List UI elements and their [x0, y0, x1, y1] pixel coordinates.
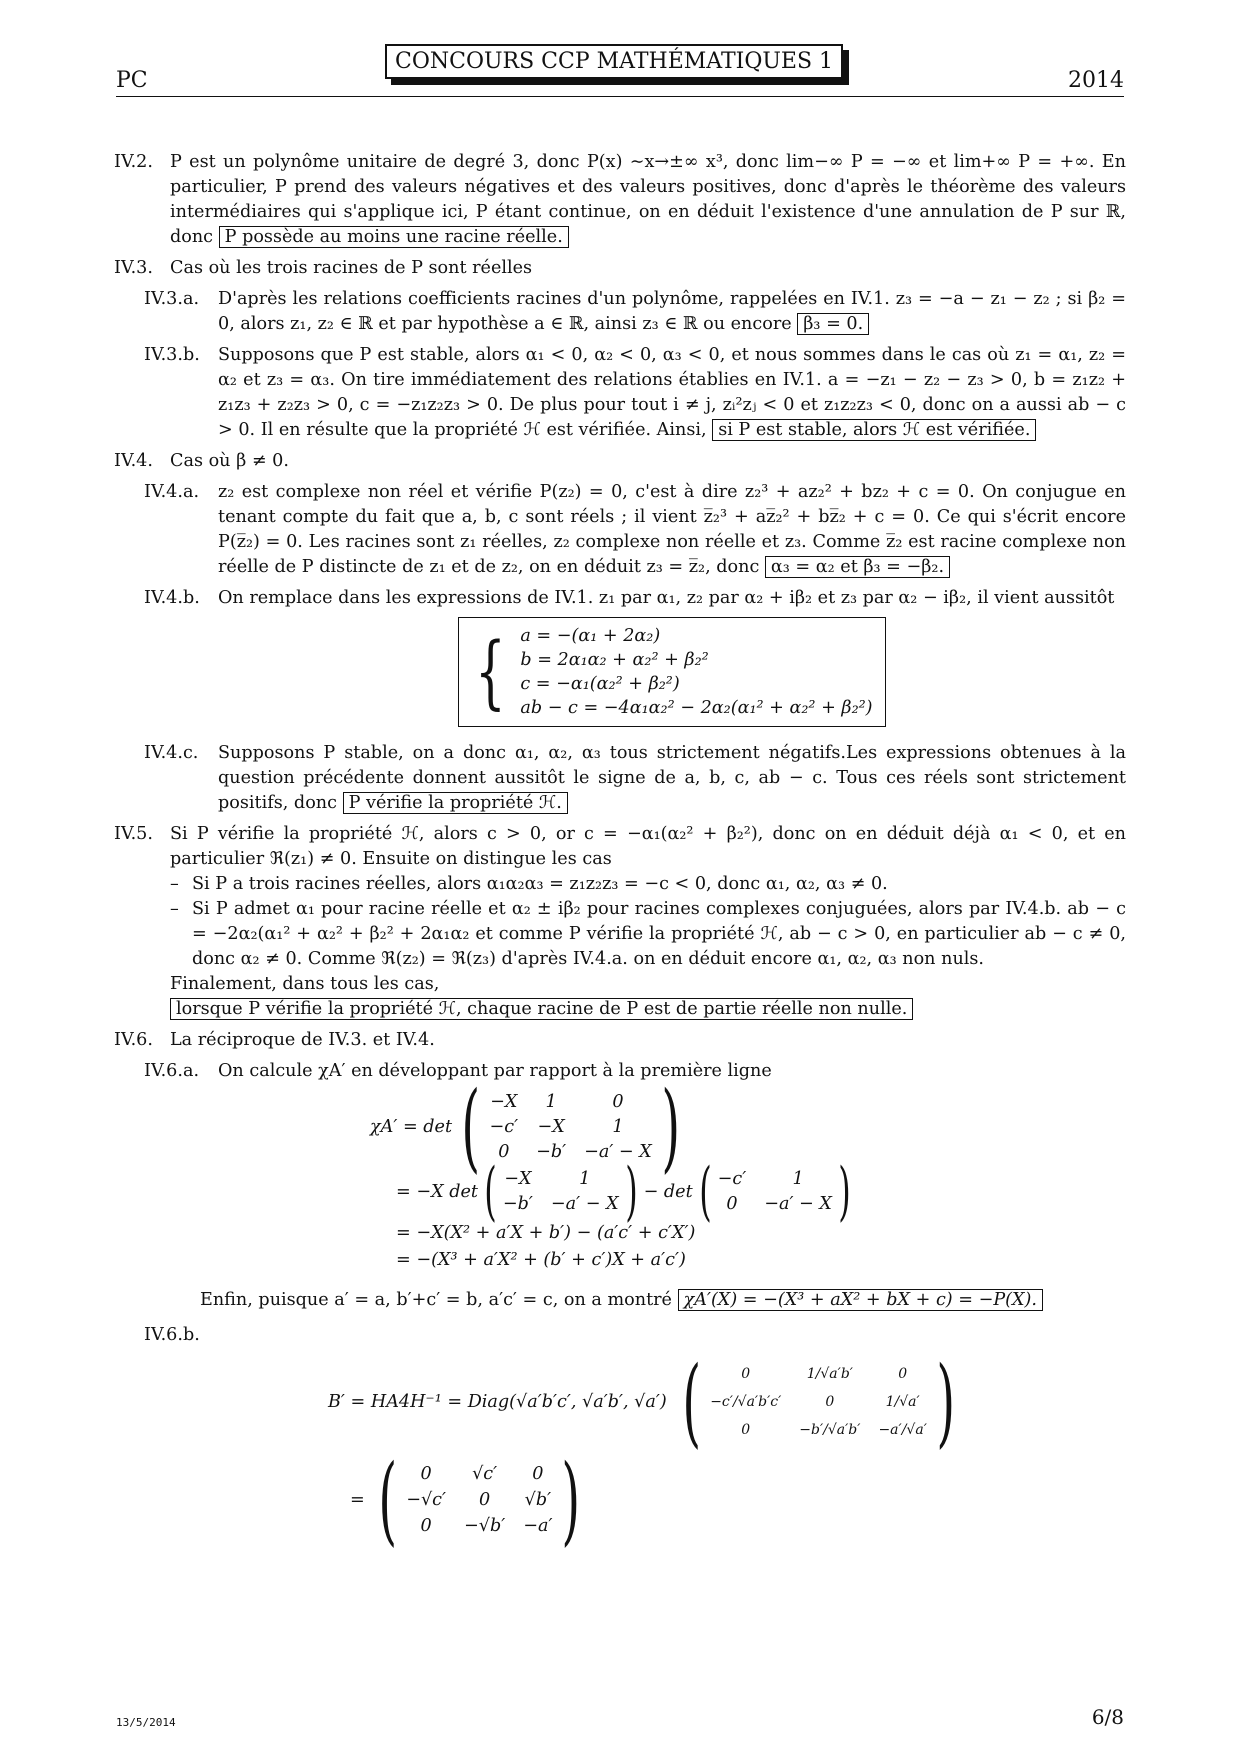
section-label: IV.3. — [114, 258, 153, 278]
matrix-cell: √b′ — [524, 1490, 552, 1510]
list-item: – Si P a trois racines réelles, alors α₁α₂α₃ = z₁z₂z₃ = −c < 0, donc α₁, α₂, α₃ ≠ 0. — [170, 872, 1126, 897]
iv6a-conclusion — [200, 1288, 1126, 1313]
header-title: CONCOURS CCP MATHÉMATIQUES 1 — [385, 44, 843, 79]
matrix-cell: 1 — [792, 1169, 804, 1189]
section-label: IV.6. — [114, 1030, 153, 1050]
section-text: Si P vérifie la propriété ℋ, alors c > 0, or c = −α₁(α₂² + β₂²), donc on en déduit déjà α₁ < 0, et en particulier ℜ(z₁) ≠ 0. Ensuite on distingue les cas — [170, 824, 1126, 869]
boxed-result: lorsque P vérifie la propriété ℋ, chaque racine de P est de partie réelle non nulle. — [170, 998, 913, 1020]
section-label: IV.6.b. — [144, 1325, 200, 1345]
boxed-result: si P est stable, alors ℋ est vérifiée. — [712, 419, 1036, 441]
header-rule — [116, 96, 1124, 97]
matrix-cell: 0 — [898, 1366, 908, 1382]
document-body — [114, 150, 1126, 1556]
closing-text: Finalement, dans tous les cas, — [170, 974, 440, 994]
matrix-cell: 1/√a′b′ — [806, 1366, 853, 1382]
boxed-result: β₃ = 0. — [797, 313, 869, 335]
section-iv4b — [114, 586, 1126, 735]
matrix-cell: −a′ − X — [584, 1141, 652, 1162]
section-iv4 — [114, 449, 1126, 474]
system-line: a = −(α₁ + 2α₂) — [520, 626, 661, 646]
section-text: La réciproque de IV.3. et IV.4. — [170, 1030, 435, 1050]
matrix-cell: −a′ − X — [764, 1194, 832, 1214]
derivation-text: = −X det — [396, 1181, 478, 1202]
section-text: P est un polynôme unitaire de degré 3, donc P(x) ∼x→±∞ x³, donc lim−∞ P = −∞ et lim+∞ P = +∞. En particulier, P prend des valeurs négatives et des valeurs positives, donc d'après le théorème des valeurs intermédiaires qui s'applique ici, P étant continue, on en déduit l'existence d'une annulation de P sur ℝ, donc — [170, 152, 1126, 247]
matrix-3x3: ( 0 1/√a′b′ 0 −c′/√a′b′c′ 0 1/√a′ 0 −b′/√a′b′ −a′/√a′ ) — [682, 1346, 955, 1458]
matrix-cell: 1 — [579, 1169, 591, 1189]
matrix-cell: 0 — [726, 1194, 738, 1214]
matrix-cell: 0 — [420, 1516, 432, 1536]
matrix-cell: 0 — [420, 1464, 432, 1484]
section-label: IV.4. — [114, 451, 153, 471]
matrix-cell: 1 — [545, 1091, 557, 1112]
section-iv2 — [114, 150, 1126, 250]
matrix-cell: 0 — [825, 1394, 835, 1410]
matrix-cell: −X — [537, 1116, 565, 1137]
derivation-lhs: χA′ = det — [370, 1116, 453, 1137]
matrix-cell: 0 — [612, 1091, 624, 1112]
brace-glyph: { — [475, 625, 507, 718]
matrix-cell: −a′ − X — [550, 1194, 619, 1214]
derivation-line: = −X(X² + a′X + b′) − (a′c′ + c′X′) — [396, 1223, 696, 1243]
matrix-3x3: ( −X 1 0 −c′ −X 1 0 −b′ −a′ − X ) — [461, 1071, 680, 1183]
matrix-cell: −X — [504, 1169, 532, 1189]
matrix-cell: √c′ — [472, 1464, 498, 1484]
section-iv5 — [114, 822, 1126, 1022]
section-text: Cas où les trois racines de P sont réelles — [170, 258, 533, 278]
matrix-cell: −b′ — [536, 1141, 567, 1162]
determinant-derivation — [370, 1071, 1126, 1274]
section-iv4a — [114, 480, 1126, 580]
section-label: IV.4.c. — [144, 743, 199, 763]
boxed-result: χA′(X) = −(X³ + aX² + bX + c) = −P(X). — [678, 1289, 1043, 1311]
system-line: ab − c = −4α₁α₂² − 2α₂(α₁² + α₂² + β₂²) — [520, 698, 873, 718]
section-text: D'après les relations coefficients racines d'un polynôme, rappelées en IV.1. z₃ = −a − z₁ − z₂ ; si β₂ = 0, alors z₁, z₂ ∈ ℝ et par hypothèse a ∈ ℝ, ainsi z₃ ∈ ℝ ou encore — [218, 289, 1126, 334]
section-text: Supposons P stable, on a donc α₁, α₂, α₃ tous strictement négatifs.Les expressions obtenues à la question précédente donnent aussitôt le signe de a, b, c, ab − c. Tous ces réels sont strictement positifs, donc — [218, 743, 1126, 813]
section-text: z₂ est complexe non réel et vérifie P(z₂) = 0, c'est à dire z₂³ + az₂² + bz₂ + c = 0. On conjugue en tenant compte du fait que a, b, c sont réels ; il vient z̅₂³ + az̅₂² + bz̅₂ + c = 0. Ce qui s'écrit encore P(z̅₂) = 0. Les racines sont z₁ réelles, z₂ complexe non réelle et z₃. Comme z̅₂ est racine complexe non réelle de P distincte de z₁ et de z₂, on en déduit z₃ = z̅₂, donc — [218, 482, 1126, 577]
matrix-cell: 0 — [479, 1490, 491, 1510]
section-label: IV.3.b. — [144, 345, 200, 365]
matrix-cell: −c′ — [489, 1116, 519, 1137]
derivation-line — [370, 1155, 1126, 1229]
list-item: – Si P admet α₁ pour racine réelle et α₂ ± iβ₂ pour racines complexes conjuguées, alors par IV.4.b. ab − c = −2α₂(α₁² + α₂² + β₂² + 2α₁α₂ et comme P vérifie la propriété ℋ, ab − c > 0, en particulier ab − c ≠ 0, donc α₂ ≠ 0. Comme ℜ(z₂) = ℜ(z₃) d'après IV.4.a. on en déduit encore α₁, α₂, α₃ non nuls. — [170, 897, 1126, 972]
system-line: b = 2α₁α₂ + α₂² + β₂² — [520, 650, 709, 670]
matrix-cell: −b′ — [502, 1194, 533, 1214]
matrix-cell: −c′ — [717, 1169, 747, 1189]
matrix-cell: 0 — [741, 1422, 751, 1438]
section-text: Cas où β ≠ 0. — [170, 451, 289, 471]
matrix-cell: 0 — [498, 1141, 510, 1162]
section-iv3b — [114, 343, 1126, 443]
derivation-lhs: B′ = HA4H⁻¹ = Diag(√a′b′c′, √a′b′, √a′) — [328, 1391, 667, 1412]
matrix-cell: 1 — [612, 1116, 624, 1137]
matrix-3x3: ( 0 √c′ 0 −√c′ 0 √b′ 0 −√b′ −a′ ) — [378, 1444, 581, 1556]
section-label: IV.6.a. — [144, 1061, 200, 1081]
derivation-text: − det — [643, 1181, 693, 1202]
derivation-line: = −(X³ + a′X² + (b′ + c′)X + a′c′) — [396, 1250, 686, 1270]
section-iv3a — [114, 287, 1126, 337]
section-iv4c — [114, 741, 1126, 816]
matrix-2x2: ( −X 1 −b′ −a′ − X ) — [484, 1155, 638, 1229]
matrix-cell: 1/√a′ — [885, 1394, 920, 1410]
matrix-cell: −b′/√a′b′ — [799, 1422, 861, 1438]
section-iv6 — [114, 1028, 1126, 1053]
derivation-line — [370, 1071, 1126, 1183]
matrix-2x2: ( −c′ 1 0 −a′ − X ) — [698, 1155, 851, 1229]
matrix-cell: −a′/√a′ — [878, 1422, 927, 1438]
section-label: IV.5. — [114, 824, 153, 844]
boxed-result: P possède au moins une racine réelle. — [219, 226, 569, 248]
section-label: IV.4.a. — [144, 482, 200, 502]
matrix-result-line — [350, 1444, 1126, 1556]
section-text: Supposons que P est stable, alors α₁ < 0, α₂ < 0, α₃ < 0, et nous sommes dans le cas où z₁ = α₁, z₂ = α₂ et z₃ = α₃. On tire immédiatement des relations établies en IV.1. a = −z₁ − z₂ − z₃ > 0, b = z₁z₂ + z₁z₃ + z₂z₃ > 0, c = −z₁z₂z₃ > 0. De plus pour tout i ≠ j, zᵢ²zⱼ < 0 et z₁z₂z₃ < 0, donc on a aussi ab − c > 0. Il en résulte que la propriété ℋ est vérifiée. Ainsi, — [218, 345, 1126, 440]
boxed-result: α₃ = α₂ et β₃ = −β₂. — [765, 556, 950, 578]
matrix-b-line — [328, 1346, 1126, 1458]
list-item-text: Si P admet α₁ pour racine réelle et α₂ ± iβ₂ pour racines complexes conjuguées, alors par IV.4.b. ab − c = −2α₂(α₁² + α₂² + β₂² + 2α₁α₂ et comme P vérifie la propriété ℋ, ab − c > 0, en particulier ab − c ≠ 0, donc α₂ ≠ 0. Comme ℜ(z₂) = ℜ(z₃) d'après IV.4.a. on en déduit encore α₁, α₂, α₃ non nuls. — [192, 899, 1126, 969]
boxed-result: P vérifie la propriété ℋ. — [343, 792, 568, 814]
page-number: 6/8 — [1091, 1705, 1124, 1729]
equals-sign: = — [350, 1489, 365, 1510]
list-item-text: Si P a trois racines réelles, alors α₁α₂α₃ = z₁z₂z₃ = −c < 0, donc α₁, α₂, α₃ ≠ 0. — [192, 874, 888, 894]
section-label: IV.4.b. — [144, 588, 200, 608]
equation-system — [458, 617, 885, 727]
matrix-cell: −X — [490, 1091, 518, 1112]
section-iv6b — [114, 1323, 1126, 1348]
matrix-cell: −a′ — [523, 1516, 553, 1536]
header-right: 2014 — [1068, 68, 1124, 93]
system-line: c = −α₁(α₂² + β₂²) — [520, 674, 680, 694]
matrix-cell: −c′/√a′b′c′ — [710, 1394, 782, 1410]
section-iv3 — [114, 256, 1126, 281]
matrix-cell: 0 — [532, 1464, 544, 1484]
conclusion-text: Enfin, puisque a′ = a, b′+c′ = b, a′c′ = c, on a montré — [200, 1290, 672, 1310]
section-text: On remplace dans les expressions de IV.1. z₁ par α₁, z₂ par α₂ + iβ₂ et z₃ par α₂ − iβ₂, il vient aussitôt — [218, 588, 1115, 608]
matrix-cell: −√b′ — [464, 1516, 506, 1536]
section-text: On calcule χA′ en développant par rapport à la première ligne — [218, 1061, 772, 1081]
footer-date: 13/5/2014 — [116, 1716, 176, 1729]
matrix-cell: −√c′ — [406, 1490, 447, 1510]
header-left: PC — [116, 68, 148, 93]
section-label: IV.3.a. — [144, 289, 200, 309]
section-label: IV.2. — [114, 152, 153, 172]
matrix-cell: 0 — [741, 1366, 751, 1382]
